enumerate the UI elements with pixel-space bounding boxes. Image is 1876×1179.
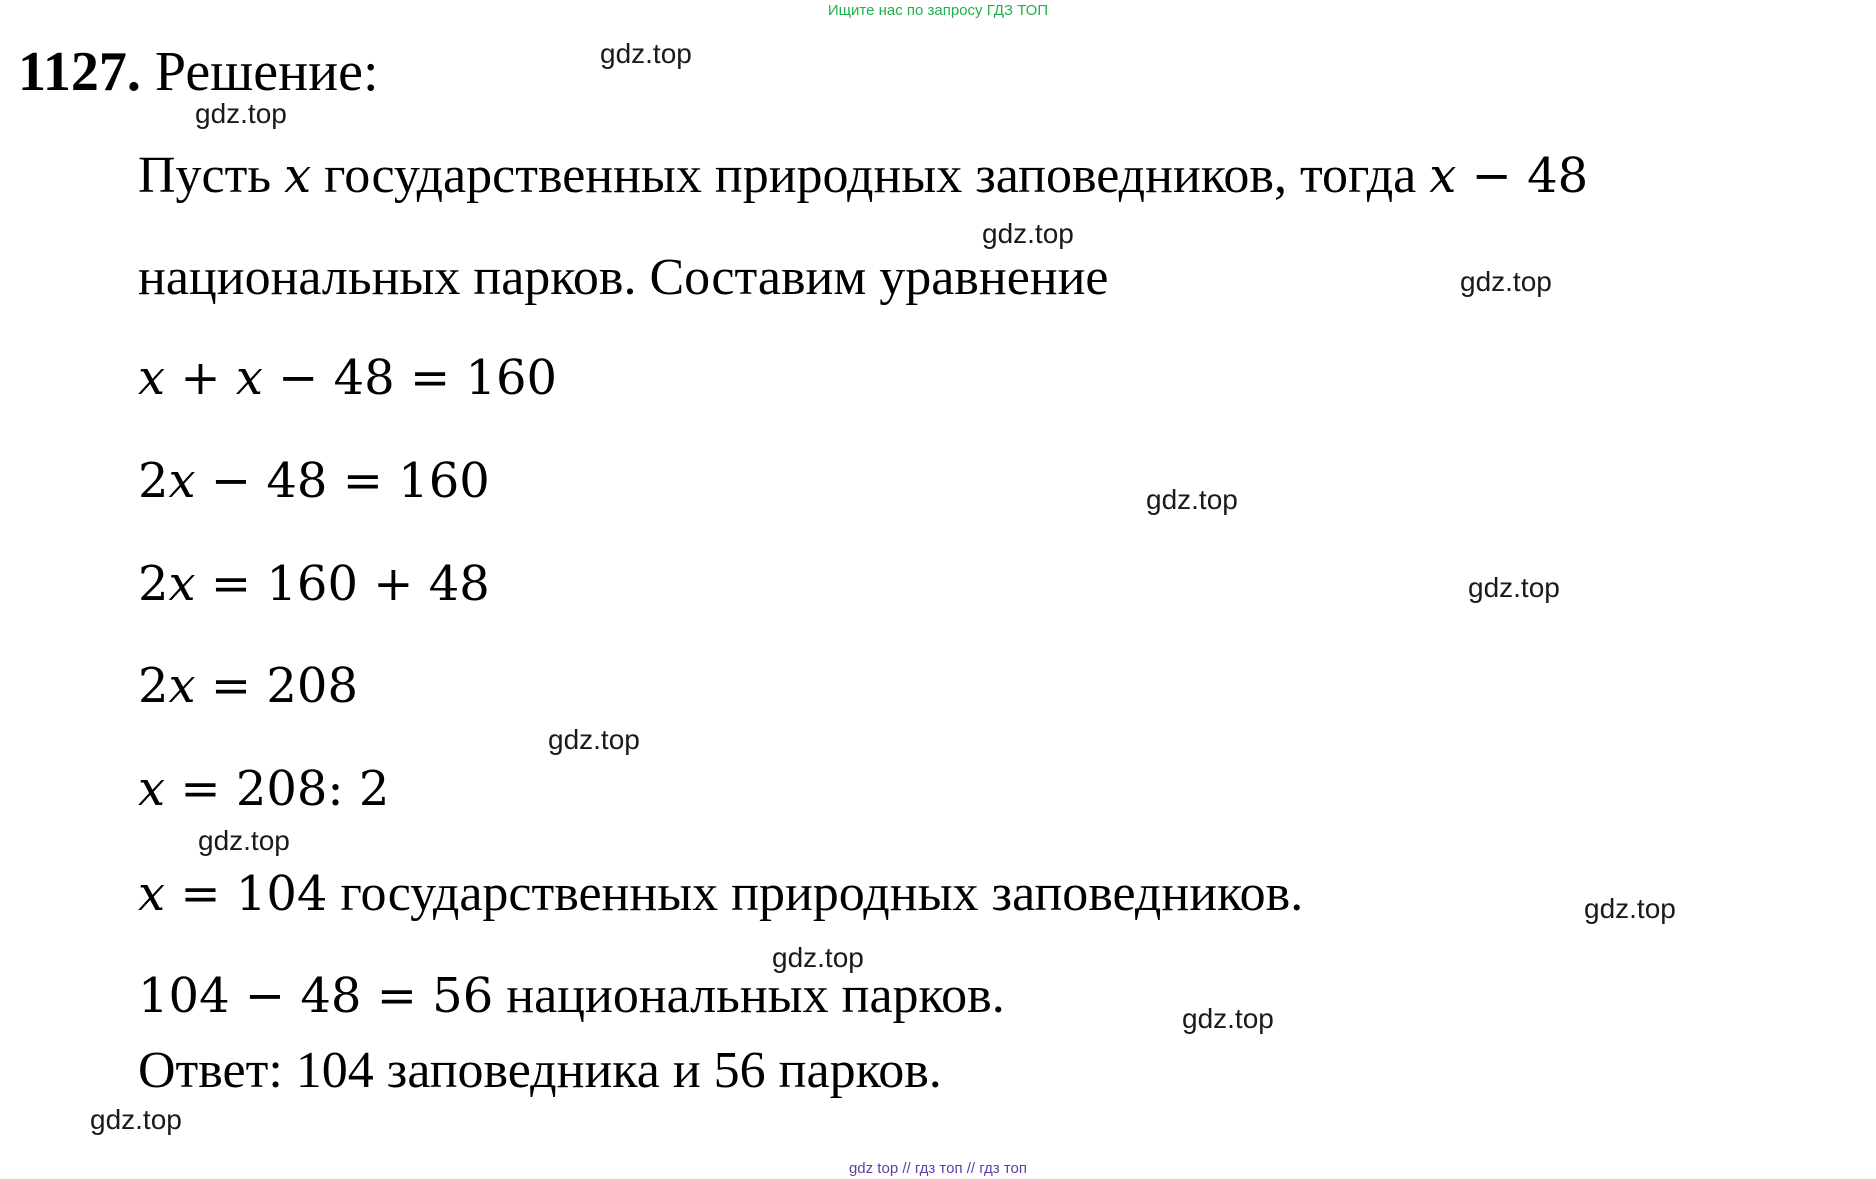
equation-5 (138, 761, 390, 817)
watermark: gdz.top (548, 724, 640, 755)
math-segment: = 208 (195, 658, 358, 714)
variable-x: x (138, 866, 166, 922)
math-segment: = 160 + 48 (195, 556, 490, 612)
variable-x: x (168, 556, 196, 612)
equation-6 (138, 865, 1304, 922)
footer-links[interactable]: gdz top // гдз топ // гдз топ (848, 1160, 1028, 1177)
watermark: gdz.top (1182, 1003, 1274, 1034)
equation-7 (138, 967, 1005, 1024)
task-heading-text: Решение: (140, 41, 379, 103)
watermark: gdz.top (195, 98, 287, 129)
watermark: gdz.top (198, 825, 290, 856)
variable-x: x (168, 658, 196, 714)
text-segment: Пусть (138, 147, 285, 204)
math-segment: + (165, 350, 236, 406)
math-segment: = 208: 2 (165, 761, 390, 817)
watermark: gdz.top (982, 218, 1074, 249)
math-segment: 104 − 48 = 56 (138, 968, 494, 1024)
task-heading (18, 41, 379, 103)
equation-3 (138, 556, 490, 612)
answer-line: Ответ: 104 заповедника и 56 парков. (138, 1042, 942, 1099)
variable-x: x (138, 761, 166, 817)
equation-2 (138, 453, 490, 509)
text-segment: государственных природных заповедников. (327, 865, 1304, 922)
top-banner[interactable]: Ищите нас по запросу ГДЗ ТОП (827, 2, 1049, 19)
watermark: gdz.top (600, 38, 692, 69)
variable-x: x (1429, 148, 1457, 204)
math-segment: 2 (138, 658, 169, 714)
watermark: gdz.top (772, 942, 864, 973)
variable-x: x (168, 453, 196, 509)
math-segment: 2 (138, 453, 169, 509)
math-segment: = 104 (165, 866, 328, 922)
math-segment: 2 (138, 556, 169, 612)
equation-1 (138, 350, 558, 406)
variable-x: x (235, 350, 263, 406)
math-segment: − 48 = 160 (195, 453, 490, 509)
watermark: gdz.top (1468, 572, 1560, 603)
solution-line-2: национальных парков. Составим уравнение (138, 249, 1109, 306)
task-number: 1127. (18, 41, 141, 103)
watermark: gdz.top (1146, 484, 1238, 515)
watermark: gdz.top (1584, 893, 1676, 924)
math-segment: − 48 (1456, 148, 1589, 204)
equation-4 (138, 658, 358, 714)
variable-x: x (138, 350, 166, 406)
variable-x: x (284, 148, 312, 204)
math-segment: − 48 = 160 (262, 350, 558, 406)
watermark: gdz.top (1460, 266, 1552, 297)
text-segment: национальных парков. (493, 967, 1005, 1024)
watermark: gdz.top (90, 1104, 182, 1135)
text-segment: государственных природных заповедников, тогда (311, 147, 1430, 204)
solution-line-1 (138, 147, 1589, 204)
